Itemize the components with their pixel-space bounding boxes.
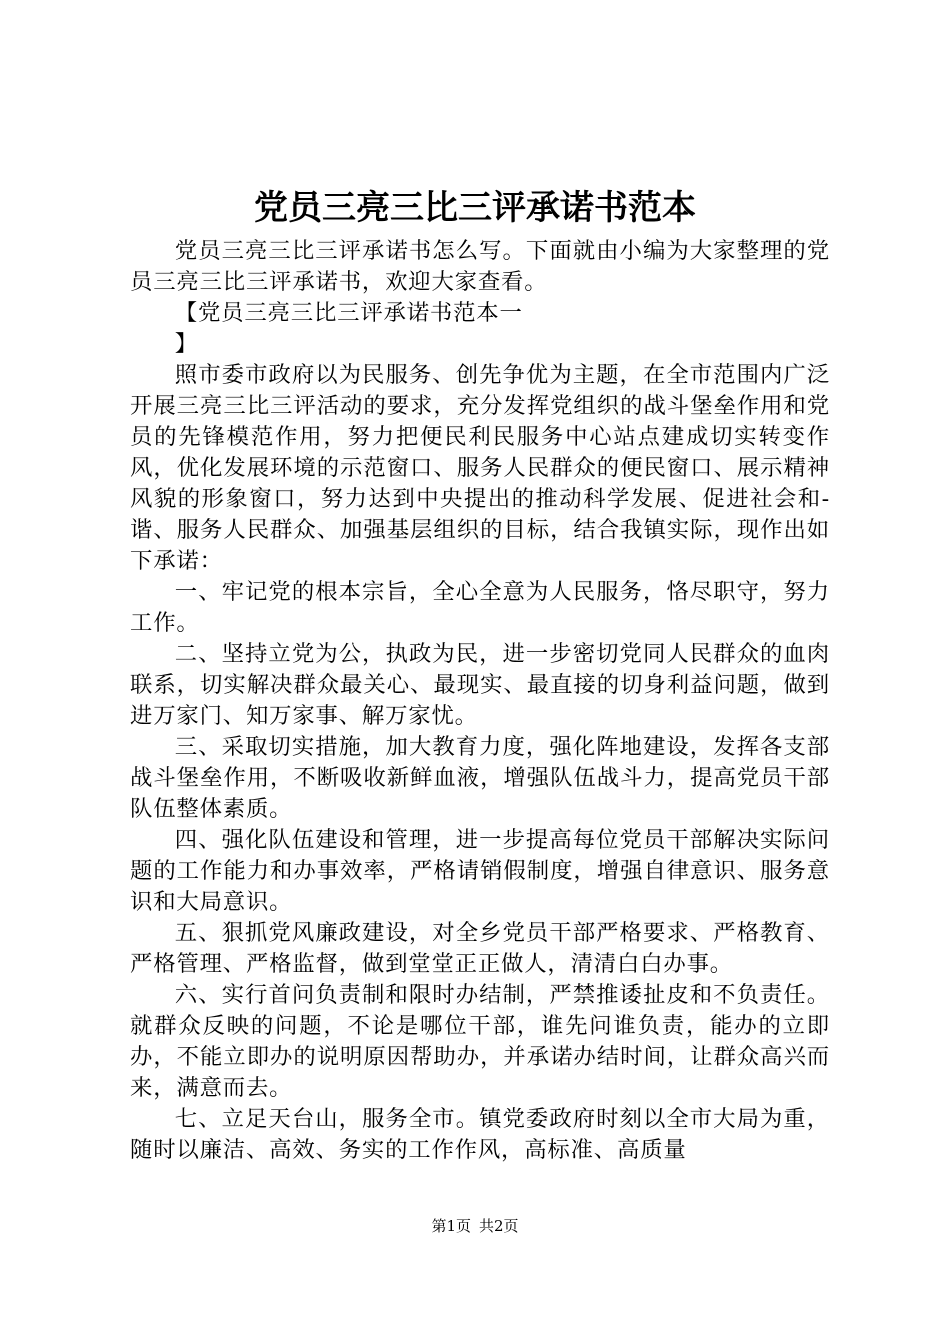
paragraph-item-4: 四、强化队伍建设和管理，进一步提高每位党员干部解决实际问题的工作能力和办事效率，严格请销假制度，增强自律意识、服务意识和大局意识。 xyxy=(130,827,830,915)
paragraph-item-3: 三、采取切实措施，加大教育力度，强化阵地建设，发挥各支部战斗堡垒作用，不断吸收新鲜血液，增强队伍战斗力，提高党员干部队伍整体素质。 xyxy=(130,734,830,822)
page-number: 第1页 xyxy=(431,1217,471,1235)
page-total: 共2页 xyxy=(479,1217,519,1235)
paragraph-item-5: 五、狠抓党风廉政建设，对全乡党员干部严格要求、严格教育、严格管理、严格监督，做到堂堂正正做人，清清白白办事。 xyxy=(130,920,830,977)
document-body xyxy=(130,236,830,1166)
page-footer xyxy=(0,1216,950,1236)
paragraph-item-6: 六、实行首问负责制和限时办结制，严禁推诿扯皮和不负责任。就群众反映的问题，不论是哪位干部，谁先问谁负责，能办的立即办，不能立即办的说明原因帮助办，并承诺办结时间，让群众高兴而来，满意而去。 xyxy=(130,982,830,1101)
paragraph-item-1: 一、牢记党的根本宗旨，全心全意为人民服务，恪尽职守，努力工作。 xyxy=(130,579,830,636)
paragraph-item-2: 二、坚持立党为公，执政为民，进一步密切党同人民群众的血肉联系，切实解决群众最关心、最现实、最直接的切身利益问题，做到进万家门、知万家事、解万家忧。 xyxy=(130,641,830,729)
paragraph-item-7: 七、立足天台山，服务全市。镇党委政府时刻以全市大局为重，随时以廉洁、高效、务实的工作作风，高标准、高质量 xyxy=(130,1106,830,1163)
paragraph-intro: 党员三亮三比三评承诺书怎么写。下面就由小编为大家整理的党员三亮三比三评承诺书，欢迎大家查看。 xyxy=(130,238,830,295)
section-heading-close: 】 xyxy=(174,331,198,357)
document-title: 党员三亮三比三评承诺书范本 xyxy=(254,188,696,228)
paragraph-preamble: 照市委市政府以为民服务、创先争优为主题，在全市范围内广泛开展三亮三比三评活动的要求，充分发挥党组织的战斗堡垒作用和党员的先锋模范作用，努力把便民利民服务中心站点建成切实转变作风，优化发展环境的示范窗口、服务人民群众的便民窗口、展示精神风貌的形象窗口，努力达到中央提出的推动科学发展、促进社会和-谐、服务人民群众、加强基层组织的目标，结合我镇实际，现作出如下承诺： xyxy=(130,362,830,574)
section-heading: 【党员三亮三比三评承诺书范本一 xyxy=(174,300,523,326)
